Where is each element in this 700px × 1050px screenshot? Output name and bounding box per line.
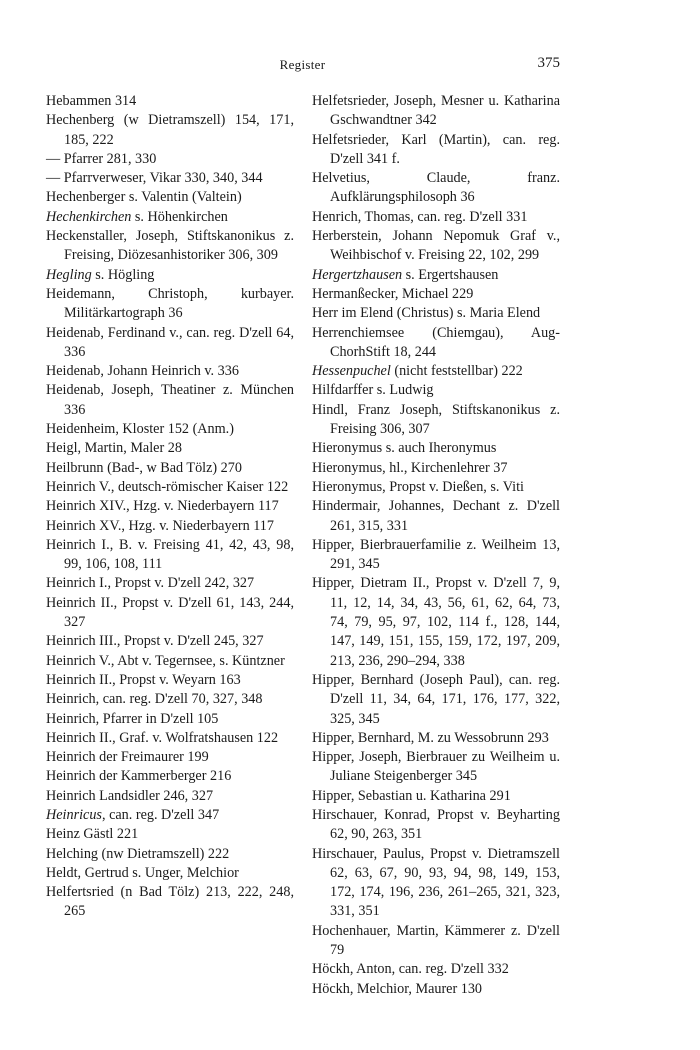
- index-entry: [46, 845, 294, 864]
- entry-text: — Pfarrer 281, 330: [46, 150, 157, 167]
- entry-text: Heinrich der Freimaurer 199: [46, 749, 209, 766]
- index-entry: [312, 227, 560, 266]
- entry-text: Hermanßecker, Michael 229: [312, 285, 474, 302]
- entry-text: Hilfdarffer s. Ludwig: [312, 382, 434, 399]
- entry-text: Helvetius, Claude, franz. Aufklärungsphilosoph 36: [312, 170, 560, 206]
- index-entry: [46, 92, 294, 111]
- entry-text: Hindermair, Johannes, Dechant z. D'zell 261, 315, 331: [312, 498, 560, 534]
- index-entry: [312, 922, 560, 961]
- entry-text: — Pfarrverweser, Vikar 330, 340, 344: [46, 170, 263, 187]
- index-entry: [46, 806, 294, 825]
- index-entry: [46, 632, 294, 651]
- index-entry: [46, 883, 294, 922]
- index-entry: [312, 787, 560, 806]
- entry-italic-term: Hegling: [46, 266, 92, 283]
- entry-text: Hechenberger s. Valentin (Valtein): [46, 189, 242, 206]
- entry-text: Hipper, Bierbrauerfamilie z. Weilheim 13, 291, 345: [312, 536, 560, 573]
- index-entry: [46, 497, 294, 516]
- entry-text: Hipper, Joseph, Bierbrauer zu Weilheim u. Juliane Steigenberger 345: [312, 749, 560, 785]
- index-entry: [46, 690, 294, 709]
- index-entry: [46, 594, 294, 633]
- index-entry: [46, 652, 294, 671]
- entry-text: Heinrich V., Abt v. Tegernsee, s. Küntzner: [46, 652, 285, 669]
- index-entry: [312, 459, 560, 478]
- entry-text: Heinrich I., Propst v. D'zell 242, 327: [46, 575, 255, 592]
- index-entry: [46, 208, 294, 227]
- entry-text: Hechenberg (w Dietramszell) 154, 171, 185, 222: [46, 112, 294, 148]
- entry-text: Hipper, Bernhard, M. zu Wessobrunn 293: [312, 729, 549, 746]
- index-entry: [312, 131, 560, 170]
- index-entry: [312, 401, 560, 440]
- entry-italic-term: Heinricus: [46, 806, 102, 823]
- entry-text: Hirschauer, Paulus, Propst v. Dietramszell 62, 63, 67, 90, 93, 94, 98, 149, 153, 172, 174, 196, 236, 261–265, 321, 323, 331, 351: [312, 845, 560, 920]
- entry-text: Helfertsried (n Bad Tölz) 213, 222, 248, 265: [46, 884, 294, 920]
- entry-text: Heinrich XIV., Hzg. v. Niederbayern 117: [46, 498, 279, 515]
- index-entry: [312, 574, 560, 670]
- index-entry: [312, 285, 560, 304]
- page-number: 375: [537, 55, 560, 71]
- entry-text: Hieronymus, hl., Kirchenlehrer 37: [312, 459, 508, 476]
- index-entry: [312, 497, 560, 536]
- index-entry: [312, 671, 560, 729]
- entry-text: Heinrich V., deutsch-römischer Kaiser 122: [46, 478, 289, 495]
- entry-text: Heinrich, Pfarrer in D'zell 105: [46, 710, 219, 727]
- entry-italic-term: Hessenpuchel: [312, 363, 391, 380]
- entry-text: Hipper, Bernhard (Joseph Paul), can. reg. D'zell 11, 34, 64, 171, 176, 177, 322, 325, 345: [312, 671, 560, 727]
- entry-text: Heinrich II., Graf. v. Wolfratshausen 122: [46, 729, 279, 746]
- index-entry: [46, 285, 294, 324]
- entry-text: (nicht feststellbar) 222: [390, 363, 523, 380]
- index-entry: [46, 324, 294, 363]
- entry-text: Heinrich II., Propst v. Weyarn 163: [46, 671, 241, 688]
- page-header: [45, 55, 560, 79]
- entry-text: Herrenchiemsee (Chiemgau), Aug-ChorhStift 18, 244: [312, 324, 560, 360]
- entry-text: Hochenhauer, Martin, Kämmerer z. D'zell 79: [312, 922, 560, 959]
- index-entry: [312, 92, 560, 131]
- index-entry: [46, 536, 294, 575]
- entry-text: s. Högling: [91, 266, 155, 283]
- index-entry: [46, 864, 294, 883]
- index-entry: [312, 362, 560, 381]
- index-entry: [312, 806, 560, 845]
- index-entry: [46, 729, 294, 748]
- index-entry: [46, 111, 294, 150]
- index-entry: [46, 459, 294, 478]
- entry-text: Heigl, Martin, Maler 28: [46, 440, 182, 457]
- index-entry: [46, 188, 294, 207]
- entry-text: Heidemann, Christoph, kurbayer. Militärkartograph 36: [46, 285, 294, 322]
- index-entry: [312, 439, 560, 458]
- index-entry: [312, 208, 560, 227]
- index-entry: [46, 767, 294, 786]
- entry-text: Henrich, Thomas, can. reg. D'zell 331: [312, 208, 528, 225]
- entry-text: Heldt, Gertrud s. Unger, Melchior: [46, 864, 239, 881]
- index-entry: [46, 169, 294, 188]
- index-entry: [312, 748, 560, 787]
- running-head: Register: [279, 57, 326, 72]
- entry-text: Heidenab, Ferdinand v., can. reg. D'zell 64, 336: [46, 324, 294, 360]
- index-entry: [46, 420, 294, 439]
- index-entry: [46, 381, 294, 420]
- index-entry: [312, 845, 560, 922]
- entry-text: s. Höhenkirchen: [131, 208, 228, 225]
- index-entry: [46, 748, 294, 767]
- index-entry: [312, 536, 560, 575]
- index-entry: [312, 381, 560, 400]
- index-entry: [46, 362, 294, 381]
- index-entry: [46, 517, 294, 536]
- index-entry: [46, 710, 294, 729]
- entry-text: Helching (nw Dietramszell) 222: [46, 845, 230, 862]
- index-column-left: [46, 92, 294, 922]
- entry-text: Heckenstaller, Joseph, Stiftskanonikus z. Freising, Diözesanhistoriker 306, 309: [46, 228, 294, 264]
- index-entry: [46, 266, 294, 285]
- entry-text: Hirschauer, Konrad, Propst v. Beyharting 62, 90, 263, 351: [312, 806, 560, 843]
- index-entry: [46, 478, 294, 497]
- entry-italic-term: Hergertzhausen: [312, 266, 403, 283]
- index-column-right: [312, 92, 560, 999]
- index-entry: [312, 960, 560, 979]
- entry-text: Heidenab, Joseph, Theatiner z. München 336: [46, 382, 294, 418]
- index-entry: [46, 439, 294, 458]
- entry-text: Heinrich III., Propst v. D'zell 245, 327: [46, 633, 264, 650]
- entry-text: Hindl, Franz Joseph, Stiftskanonikus z. Freising 306, 307: [312, 401, 560, 438]
- index-entry: [46, 825, 294, 844]
- entry-text: , can. reg. D'zell 347: [101, 806, 220, 823]
- index-entry: [312, 980, 560, 999]
- entry-text: Heinrich II., Propst v. D'zell 61, 143, 244, 327: [46, 594, 294, 631]
- index-entry: [312, 266, 560, 285]
- entry-text: Helfetsrieder, Karl (Martin), can. reg. D'zell 341 f.: [312, 131, 560, 167]
- entry-text: Heidenab, Johann Heinrich v. 336: [46, 363, 239, 380]
- index-entry: [46, 574, 294, 593]
- index-entry: [46, 671, 294, 690]
- entry-text: Heinrich XV., Hzg. v. Niederbayern 117: [46, 517, 274, 534]
- index-entry: [46, 227, 294, 266]
- entry-text: Herr im Elend (Christus) s. Maria Elend: [312, 305, 541, 322]
- entry-text: Heinrich I., B. v. Freising 41, 42, 43, 98, 99, 106, 108, 111: [46, 536, 294, 573]
- entry-text: Hipper, Dietram II., Propst v. D'zell 7, 9, 11, 12, 14, 34, 43, 56, 61, 62, 64, 73, 74, 79, 95, 97, 102, 114 f., 128, 144, 147, 149, 151, 155, 159, 172, 197, 209, 213, 236, 290–294, 338: [312, 575, 560, 669]
- entry-text: Hipper, Sebastian u. Katharina 291: [312, 787, 511, 804]
- entry-text: Heinz Gästl 221: [46, 826, 139, 843]
- index-entry: [312, 729, 560, 748]
- entry-text: Hieronymus, Propst v. Dießen, s. Viti: [312, 478, 524, 495]
- index-entry: [46, 787, 294, 806]
- entry-text: Heilbrunn (Bad-, w Bad Tölz) 270: [46, 459, 242, 476]
- index-entry: [46, 150, 294, 169]
- entry-text: Heinrich Landsidler 246, 327: [46, 787, 214, 804]
- index-entry: [312, 169, 560, 208]
- index-entry: [312, 324, 560, 363]
- entry-text: Hieronymus s. auch Iheronymus: [312, 440, 497, 457]
- entry-text: Höckh, Melchior, Maurer 130: [312, 980, 483, 997]
- entry-text: s. Ergertshausen: [402, 266, 499, 283]
- entry-text: Höckh, Anton, can. reg. D'zell 332: [312, 961, 509, 978]
- entry-text: Hebammen 314: [46, 93, 137, 109]
- index-entry: [312, 304, 560, 323]
- entry-text: Heinrich der Kammerberger 216: [46, 768, 232, 785]
- entry-text: Heinrich, can. reg. D'zell 70, 327, 348: [46, 691, 263, 708]
- entry-text: Helfetsrieder, Joseph, Mesner u. Katharina Gschwandtner 342: [312, 93, 560, 129]
- entry-italic-term: Hechenkirchen: [46, 208, 132, 225]
- entry-text: Herberstein, Johann Nepomuk Graf v., Weihbischof v. Freising 22, 102, 299: [312, 228, 560, 264]
- index-entry: [312, 478, 560, 497]
- entry-text: Heidenheim, Kloster 152 (Anm.): [46, 421, 234, 438]
